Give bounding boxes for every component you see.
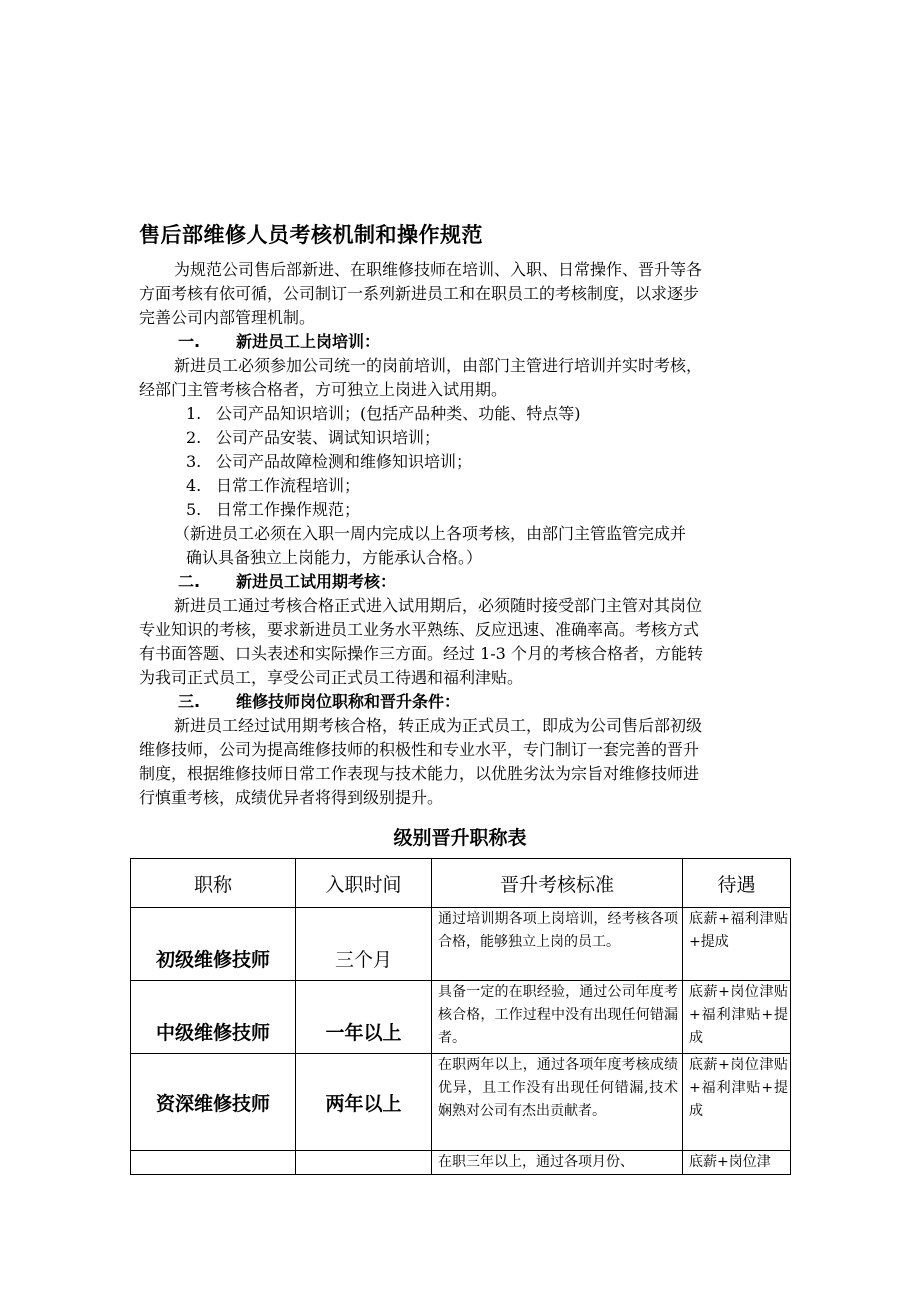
section-body-line: 为我司正式员工，享受公司正式员工待遇和福利津贴。 — [139, 668, 524, 687]
list-text: 公司产品知识培训；(包括产品种类、功能、特点等) — [216, 404, 581, 423]
section-body-line: 有书面答题、口头表述和实际操作三方面。经过 1-3 个月的考核合格者，方能转 — [139, 644, 703, 663]
list-item — [186, 454, 472, 470]
list-item — [186, 406, 581, 422]
section-number: 三. — [178, 692, 201, 711]
document-title: 售后部维修人员考核机制和操作规范 — [139, 223, 483, 247]
note-line: （新进员工必须在入职一周内完成以上各项考核，由部门主管监管完成并 — [174, 524, 687, 543]
intro-line: 为规范公司售后部新进、在职维修技师在培训、入职、日常操作、晋升等各 — [174, 260, 703, 279]
section-body-line: 新进员工经过试用期考核合格，转正成为正式员工，即成为公司售后部初级 — [174, 716, 703, 735]
row-criteria-cell: 通过培训期各项上岗培训，经考核各项合格，能够独立上岗的员工。 — [432, 908, 683, 981]
list-number: 3. — [186, 452, 202, 471]
row-benefit-cell: 底薪+岗位津贴+福利津贴+提成 — [683, 981, 791, 1054]
row-benefit-cell: 底薪+岗位津贴+福利津贴+提成 — [683, 1054, 791, 1151]
list-text: 公司产品故障检测和维修知识培训； — [216, 452, 473, 471]
row-benefit-cell: 底薪+福利津贴+提成 — [683, 908, 791, 981]
column-header: 职称 — [131, 859, 296, 908]
section-body-line: 经部门主管考核合格者，方可独立上岗进入试用期。 — [139, 380, 508, 399]
column-header: 晋升考核标准 — [432, 859, 683, 908]
list-item — [186, 478, 360, 494]
table-row — [131, 908, 791, 981]
intro-line: 方面考核有依可循，公司制订一系列新进员工和在职员工的考核制度，以求逐步 — [139, 284, 700, 303]
list-number: 2. — [186, 428, 202, 447]
row-benefit-cell: 底薪+岗位津 — [683, 1151, 791, 1175]
list-text: 日常工作操作规范； — [216, 500, 361, 519]
section-body-line: 专业知识的考核，要求新进员工业务水平熟练、反应迅速、准确率高。考核方式 — [139, 620, 700, 639]
list-text: 公司产品安装、调试知识培训； — [216, 428, 441, 447]
note-line: 确认具备独立上岗能力，方能承认合格。） — [186, 548, 483, 567]
section-heading — [178, 334, 380, 350]
section-body-line: 维修技师，公司为提高维修技师的积极性和专业水平，专门制订一套完善的晋升 — [139, 740, 700, 759]
section-number: 二. — [178, 572, 201, 591]
row-criteria-cell: 在职两年以上，通过各项年度考核成绩优异，且工作没有出现任何错漏,技术娴熟对公司有杰出贡献者。 — [432, 1054, 683, 1151]
row-title-cell: 中级维修技师 — [131, 981, 296, 1054]
row-time-cell — [296, 1151, 432, 1175]
column-header: 入职时间 — [296, 859, 432, 908]
table-row — [131, 981, 791, 1054]
promotion-table — [130, 858, 791, 1175]
row-title-cell: 初级维修技师 — [131, 908, 296, 981]
section-heading — [178, 574, 396, 590]
intro-line: 完善公司内部管理机制。 — [139, 308, 316, 327]
list-number: 1. — [186, 404, 202, 423]
list-number: 5. — [186, 500, 202, 519]
row-title-cell — [131, 1151, 296, 1175]
table-row — [131, 1151, 791, 1175]
section-body-line: 新进员工必须参加公司统一的岗前培训，由部门主管进行培训并实时考核， — [174, 356, 703, 375]
table-header-row — [131, 859, 791, 908]
table-title: 级别晋升职称表 — [393, 827, 527, 849]
section-body-line: 行慎重考核，成绩优异者将得到级别提升。 — [139, 788, 444, 807]
section-body-line: 制度，根据维修技师日常工作表现与技术能力，以优胜劣汰为宗旨对维修技师进 — [139, 764, 700, 783]
table-row — [131, 1054, 791, 1151]
list-text: 日常工作流程培训； — [216, 476, 361, 495]
section-body-line: 新进员工通过考核合格正式进入试用期后，必须随时接受部门主管对其岗位 — [174, 596, 703, 615]
list-item — [186, 502, 360, 518]
column-header: 待遇 — [683, 859, 791, 908]
row-criteria-cell: 具备一定的在职经验，通过公司年度考核合格，工作过程中没有出现任何错漏者。 — [432, 981, 683, 1054]
list-number: 4. — [186, 476, 202, 495]
row-time-cell: 三个月 — [296, 908, 432, 981]
section-number: 一. — [178, 332, 201, 351]
section-heading — [178, 694, 460, 710]
row-title-cell: 资深维修技师 — [131, 1054, 296, 1151]
list-item — [186, 430, 440, 446]
section-title: 新进员工上岗培训： — [236, 332, 381, 351]
section-title: 维修技师岗位职称和晋升条件： — [236, 692, 461, 711]
row-time-cell: 一年以上 — [296, 981, 432, 1054]
row-criteria-cell: 在职三年以上，通过各项月份、 — [432, 1151, 683, 1175]
section-title: 新进员工试用期考核： — [236, 572, 397, 591]
row-time-cell: 两年以上 — [296, 1054, 432, 1151]
